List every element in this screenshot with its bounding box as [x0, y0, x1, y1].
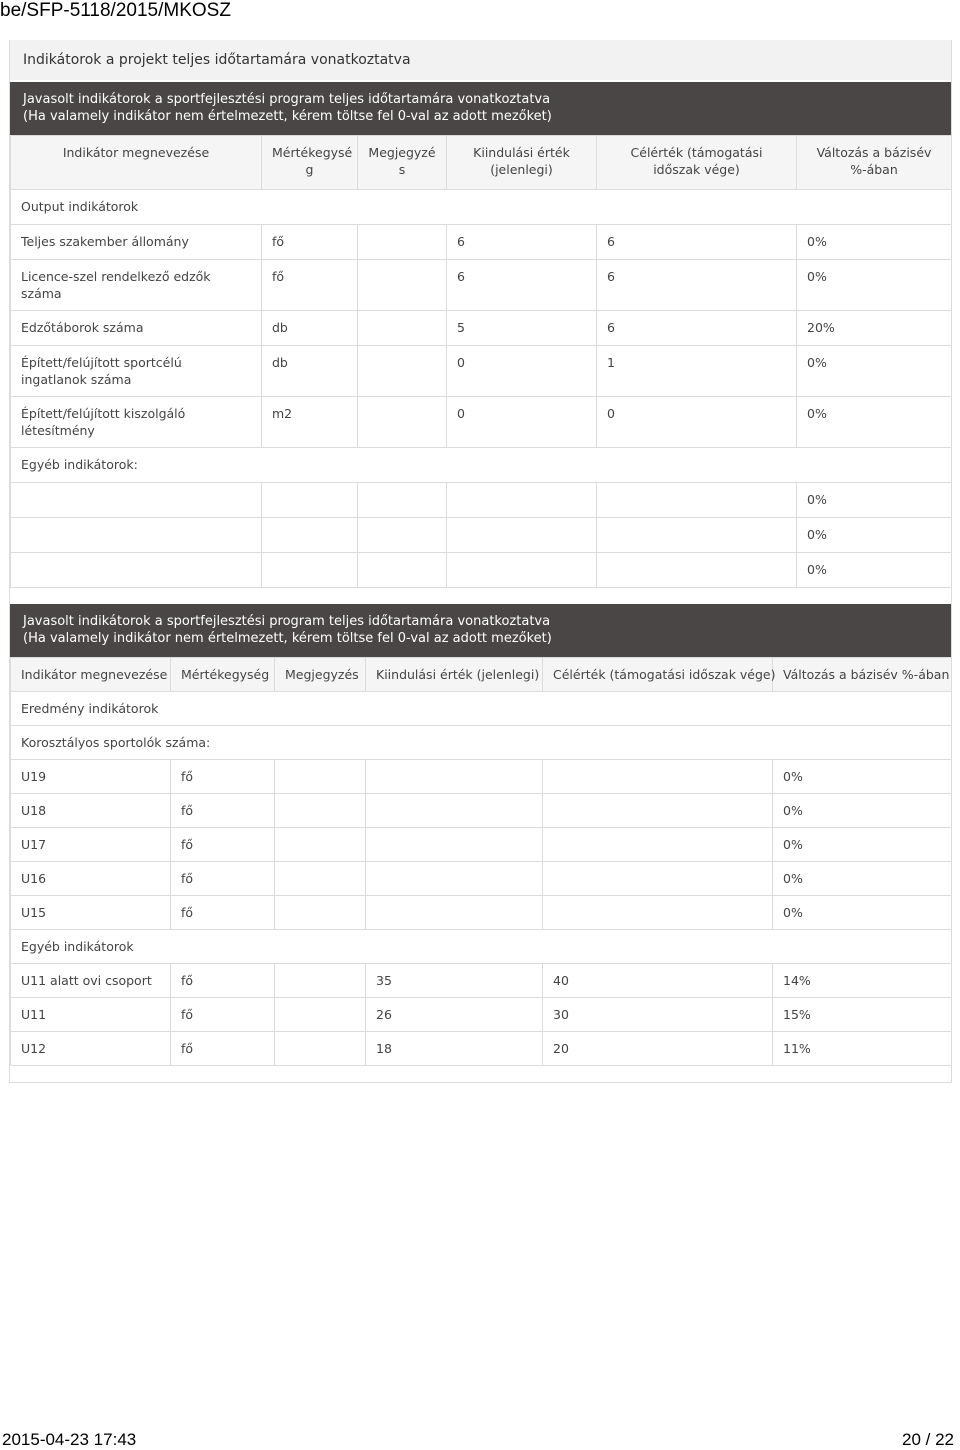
block1-header-line1: Javasolt indikátorok a sportfejlesztési program teljes időtartamára vonatkoztatva	[23, 92, 551, 107]
table-row	[11, 998, 952, 1032]
cell-start	[366, 828, 543, 862]
cell-start: 35	[366, 964, 543, 998]
cell-change: 0%	[797, 225, 952, 260]
cell-note	[275, 828, 366, 862]
group-row-output	[11, 190, 952, 225]
cell-start: 26	[366, 998, 543, 1032]
cell-note	[358, 518, 447, 553]
table-row-empty	[11, 518, 952, 553]
cell-start: 6	[447, 225, 597, 260]
block1-header	[10, 82, 951, 135]
group-label: Korosztályos sportolók száma:	[11, 726, 952, 760]
cell-target	[597, 483, 797, 518]
cell-change: 11%	[773, 1032, 952, 1066]
col-header-name: Indikátor megnevezése	[11, 136, 262, 190]
table-row	[11, 397, 952, 448]
cell-unit: fő	[171, 1032, 275, 1066]
cell-change: 0%	[797, 553, 952, 588]
cell-start: 6	[447, 260, 597, 311]
table-row-empty	[11, 483, 952, 518]
cell-note	[358, 483, 447, 518]
table-row	[11, 346, 952, 397]
group-row-other	[11, 448, 952, 483]
cell-unit: fő	[171, 862, 275, 896]
cell-name: U11	[11, 998, 171, 1032]
cell-change: 0%	[773, 760, 952, 794]
cell-note	[275, 1032, 366, 1066]
cell-change: 0%	[773, 862, 952, 896]
cell-target	[597, 553, 797, 588]
cell-name: U12	[11, 1032, 171, 1066]
group-row-other	[11, 930, 952, 964]
group-label: Egyéb indikátorok	[11, 930, 952, 964]
cell-note	[358, 397, 447, 448]
cell-name	[11, 553, 262, 588]
block1-header-line2: (Ha valamely indikátor nem értelmezett, kérem töltse fel 0-val az adott mezőket)	[23, 109, 552, 124]
group-row-result	[11, 692, 952, 726]
block2-header-line1: Javasolt indikátorok a sportfejlesztési program teljes időtartamára vonatkoztatva	[23, 614, 551, 629]
cell-change: 15%	[773, 998, 952, 1032]
cell-change: 0%	[797, 346, 952, 397]
cell-name: Épített/felújított kiszolgáló létesítmény	[11, 397, 262, 448]
cell-start	[447, 518, 597, 553]
cell-target	[543, 794, 773, 828]
cell-unit: fő	[171, 998, 275, 1032]
cell-unit	[262, 483, 358, 518]
col-header-change: Változás a bázisév %-ában	[773, 658, 952, 692]
cell-name: U19	[11, 760, 171, 794]
cell-start: 5	[447, 311, 597, 346]
cell-change: 0%	[773, 794, 952, 828]
cell-target: 30	[543, 998, 773, 1032]
document-id: be/SFP-5118/2015/MKOSZ	[0, 0, 231, 21]
cell-start	[366, 896, 543, 930]
cell-note	[358, 260, 447, 311]
cell-target	[597, 518, 797, 553]
table-row	[11, 828, 952, 862]
cell-target: 0	[597, 397, 797, 448]
cell-unit: fő	[262, 260, 358, 311]
cell-change: 14%	[773, 964, 952, 998]
cell-change: 0%	[797, 397, 952, 448]
cell-change: 0%	[797, 518, 952, 553]
cell-change: 0%	[797, 260, 952, 311]
cell-target: 6	[597, 225, 797, 260]
section-title: Indikátorok a projekt teljes időtartamára vonatkoztatva	[10, 40, 951, 80]
footer-page-number: 20 / 22	[902, 1430, 954, 1449]
table-row	[11, 311, 952, 346]
group-row-age	[11, 726, 952, 760]
cell-start: 0	[447, 397, 597, 448]
cell-unit: fő	[262, 225, 358, 260]
col-header-note: Megjegyzé s	[358, 136, 447, 190]
cell-start	[447, 553, 597, 588]
cell-note	[275, 998, 366, 1032]
cell-note	[358, 346, 447, 397]
cell-start	[366, 760, 543, 794]
col-header-note: Megjegyzés	[275, 658, 366, 692]
col-header-change: Változás a bázisév %-ában	[797, 136, 952, 190]
cell-unit: fő	[171, 896, 275, 930]
cell-note	[275, 760, 366, 794]
cell-start: 18	[366, 1032, 543, 1066]
table-header-row	[11, 136, 952, 190]
cell-note	[358, 553, 447, 588]
col-header-start: Kiindulási érték (jelenlegi)	[366, 658, 543, 692]
cell-note	[358, 311, 447, 346]
result-indicators-table	[10, 657, 952, 1066]
cell-start: 0	[447, 346, 597, 397]
indicators-section	[9, 40, 952, 1083]
footer-timestamp: 2015-04-23 17:43	[2, 1430, 137, 1449]
table-row	[11, 896, 952, 930]
cell-name: U18	[11, 794, 171, 828]
cell-note	[275, 896, 366, 930]
cell-note	[358, 225, 447, 260]
cell-target	[543, 760, 773, 794]
group-label: Eredmény indikátorok	[11, 692, 952, 726]
cell-target: 20	[543, 1032, 773, 1066]
table-row	[11, 225, 952, 260]
group-label: Egyéb indikátorok:	[11, 448, 952, 483]
table-row	[11, 794, 952, 828]
table-row-empty	[11, 553, 952, 588]
col-header-unit: Mértékegység	[171, 658, 275, 692]
cell-note	[275, 794, 366, 828]
cell-target: 40	[543, 964, 773, 998]
cell-unit	[262, 518, 358, 553]
cell-note	[275, 964, 366, 998]
cell-target: 1	[597, 346, 797, 397]
col-header-start: Kiindulási érték (jelenlegi)	[447, 136, 597, 190]
cell-unit: fő	[171, 828, 275, 862]
cell-name: U15	[11, 896, 171, 930]
cell-name: Teljes szakember állomány	[11, 225, 262, 260]
table-header-row	[11, 658, 952, 692]
block2-header-line2: (Ha valamely indikátor nem értelmezett, kérem töltse fel 0-val az adott mezőket)	[23, 631, 552, 646]
cell-name	[11, 518, 262, 553]
col-header-unit: Mértékegysé g	[262, 136, 358, 190]
cell-unit: db	[262, 346, 358, 397]
table-row	[11, 862, 952, 896]
cell-unit: fő	[171, 794, 275, 828]
cell-unit: fő	[171, 760, 275, 794]
cell-change: 0%	[773, 828, 952, 862]
cell-name: U11 alatt ovi csoport	[11, 964, 171, 998]
cell-name: Edzőtáborok száma	[11, 311, 262, 346]
cell-name: U16	[11, 862, 171, 896]
group-label: Output indikátorok	[11, 190, 952, 225]
cell-target	[543, 896, 773, 930]
table-row	[11, 760, 952, 794]
col-header-name: Indikátor megnevezése	[11, 658, 171, 692]
cell-target: 6	[597, 311, 797, 346]
cell-start	[366, 794, 543, 828]
cell-name: U17	[11, 828, 171, 862]
cell-change: 0%	[797, 483, 952, 518]
cell-change: 0%	[773, 896, 952, 930]
table-row	[11, 1032, 952, 1066]
cell-change: 20%	[797, 311, 952, 346]
cell-unit: fő	[171, 964, 275, 998]
output-indicators-table	[10, 135, 952, 588]
cell-note	[275, 862, 366, 896]
cell-unit: db	[262, 311, 358, 346]
col-header-target: Célérték (támogatási időszak vége)	[597, 136, 797, 190]
block2-header	[10, 604, 951, 657]
cell-target	[543, 828, 773, 862]
cell-target: 6	[597, 260, 797, 311]
cell-target	[543, 862, 773, 896]
col-header-target: Célérték (támogatási időszak vége)	[543, 658, 773, 692]
table-row	[11, 260, 952, 311]
cell-name	[11, 483, 262, 518]
cell-name: Licence-szel rendelkező edzők száma	[11, 260, 262, 311]
cell-start	[447, 483, 597, 518]
cell-start	[366, 862, 543, 896]
cell-unit: m2	[262, 397, 358, 448]
table-row	[11, 964, 952, 998]
cell-name: Épített/felújított sportcélú ingatlanok száma	[11, 346, 262, 397]
cell-unit	[262, 553, 358, 588]
